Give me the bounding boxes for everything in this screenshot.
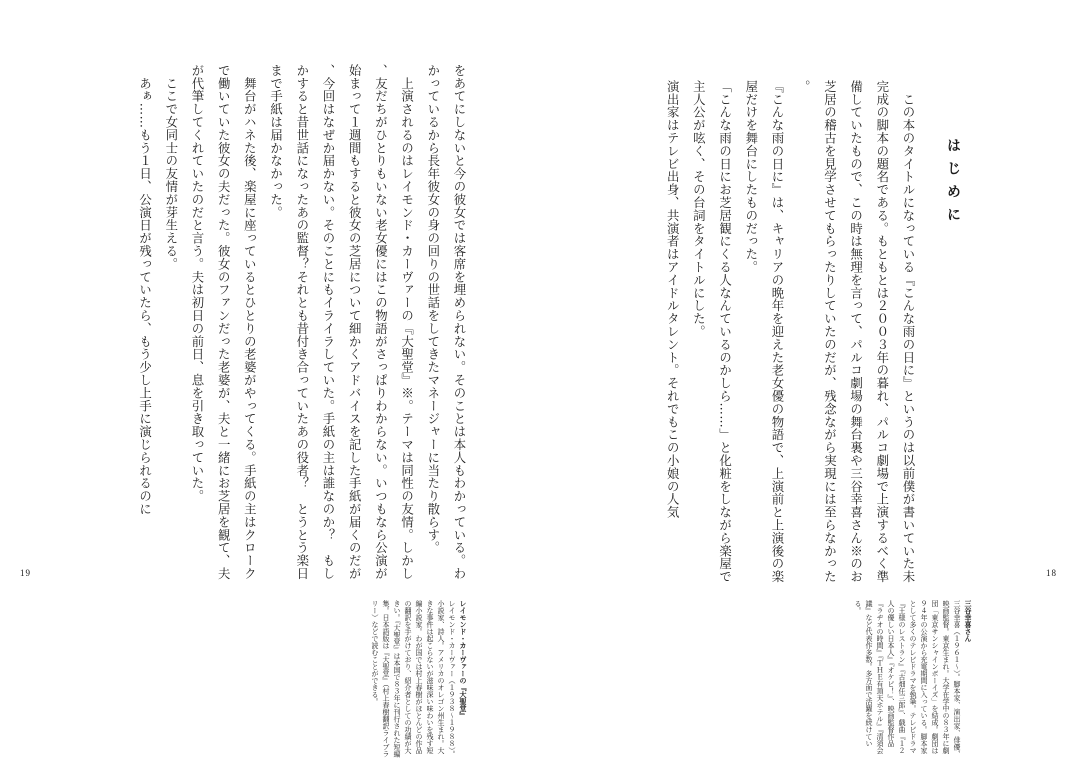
left-page-number: 19 xyxy=(20,568,31,578)
left-footnote-text: レイモンド・カーヴァー（１９３８〜１９８８）。小説家、詩人。アメリカのオレゴン州生まれ。大きな事件は起こらないが滋味深い味わいを残す短編小説家。わが国では村上春樹がほとんどの作品の翻訳を手がけており、紹介者としての功績が大きい。『大聖堂』は本国で８３年に刊行された短編集。日本語版は『大聖堂』（村上春樹翻訳ライブラリー）などで読むことができる。 xyxy=(371,600,456,758)
left-page-body: をあてにしないと今の彼女では客席を埋められない。そのことは本人もわかっている。わかっているから長年彼女の身の回りの世話をしてきたマネージャーに当たり散らす。 上演されるのはレイモンド・カーヴァーの『大聖堂』※。テーマは同性の友情。しかし、友だちがひとりもいない老女優にはこの物語がさっぱりわからない。いつもなら公演が始まって１週間もすると彼女の芝居について細かくアドバイスを記した手紙が届くのだが、今回はなぜか届かない。そのことにもイライラしていた。手紙の主は誰なのか？ もしかすると昔世話になったあの監督？それとも昔付き合っていたあの役者？ とうとう楽日まで手紙は届かなかった。 舞台がハネた後、楽屋に座っているとひとりの老婆がやってくる。手紙の主はクロークで働いていた彼女の夫だった。彼女のファンだった老婆が、夫と一緒にお芝居を観て、夫が代筆してくれていたのだと言う。夫は初日の前日、息を引き取っていた。 ここで女同士の友情が芽生える。 あぁ……もう１日、公演日が残っていたら、もう少し上手に演じられるのに xyxy=(137,64,467,580)
right-page-body: この本のタイトルになっている『こんな雨の日に』というのは以前僕が書いていた未完成の脚本の題名である。もともとは２００３年の暮れ、パルコ劇場で上演するべく準備していたもので、この時は無理を言って、パルコ劇場の舞台裏や三谷幸喜さん※のお芝居の稽古を見学させてもらったりしていたのだが、残念ながら実現には至らなかった。 『こんな雨の日に』は、キャリアの晩年を迎えた老女優の物語で、上演前と上演後の楽屋だけを舞台にしたものだった。 「こんな雨の日にお芝居観にくる人なんているのかしら……」と化粧をしながら楽屋で主人公が呟く、その台詞をタイトルにした。 演出家はテレビ出身、共演者はアイドルタレント。それでもこの小娘の人気 xyxy=(665,80,916,584)
right-footnote-heading: 三谷幸喜さん xyxy=(964,600,972,642)
right-page-footnote xyxy=(813,600,973,760)
right-page xyxy=(541,0,1082,784)
left-footnote-heading: レイモンド・カーヴァーの『大聖堂』 xyxy=(459,600,467,719)
chapter-title: はじめに xyxy=(945,138,961,230)
right-page-number: 18 xyxy=(1046,568,1057,578)
right-footnote-text: 三谷幸喜（１９６１〜）。脚本家、演出家、俳優、映画監督。東京生まれ。大学在学中の８３年に劇団「東京サンシャインボーイズ」を結成。劇団は９４年の公演から充電期間に入っている。脚本家として多くのテレビドラマを執筆。テレビドラマ『王様のレストラン』『古畑任三郎』、戯曲『１２人の優しい日本人』『オケピ！』、映画監督作品『ラヂオの時間』『ＴＨＥ有頂天ホテル』『清須会議』など代表作多数。多方面で活躍を続けている。 xyxy=(854,600,961,758)
left-page-footnote xyxy=(248,600,468,760)
